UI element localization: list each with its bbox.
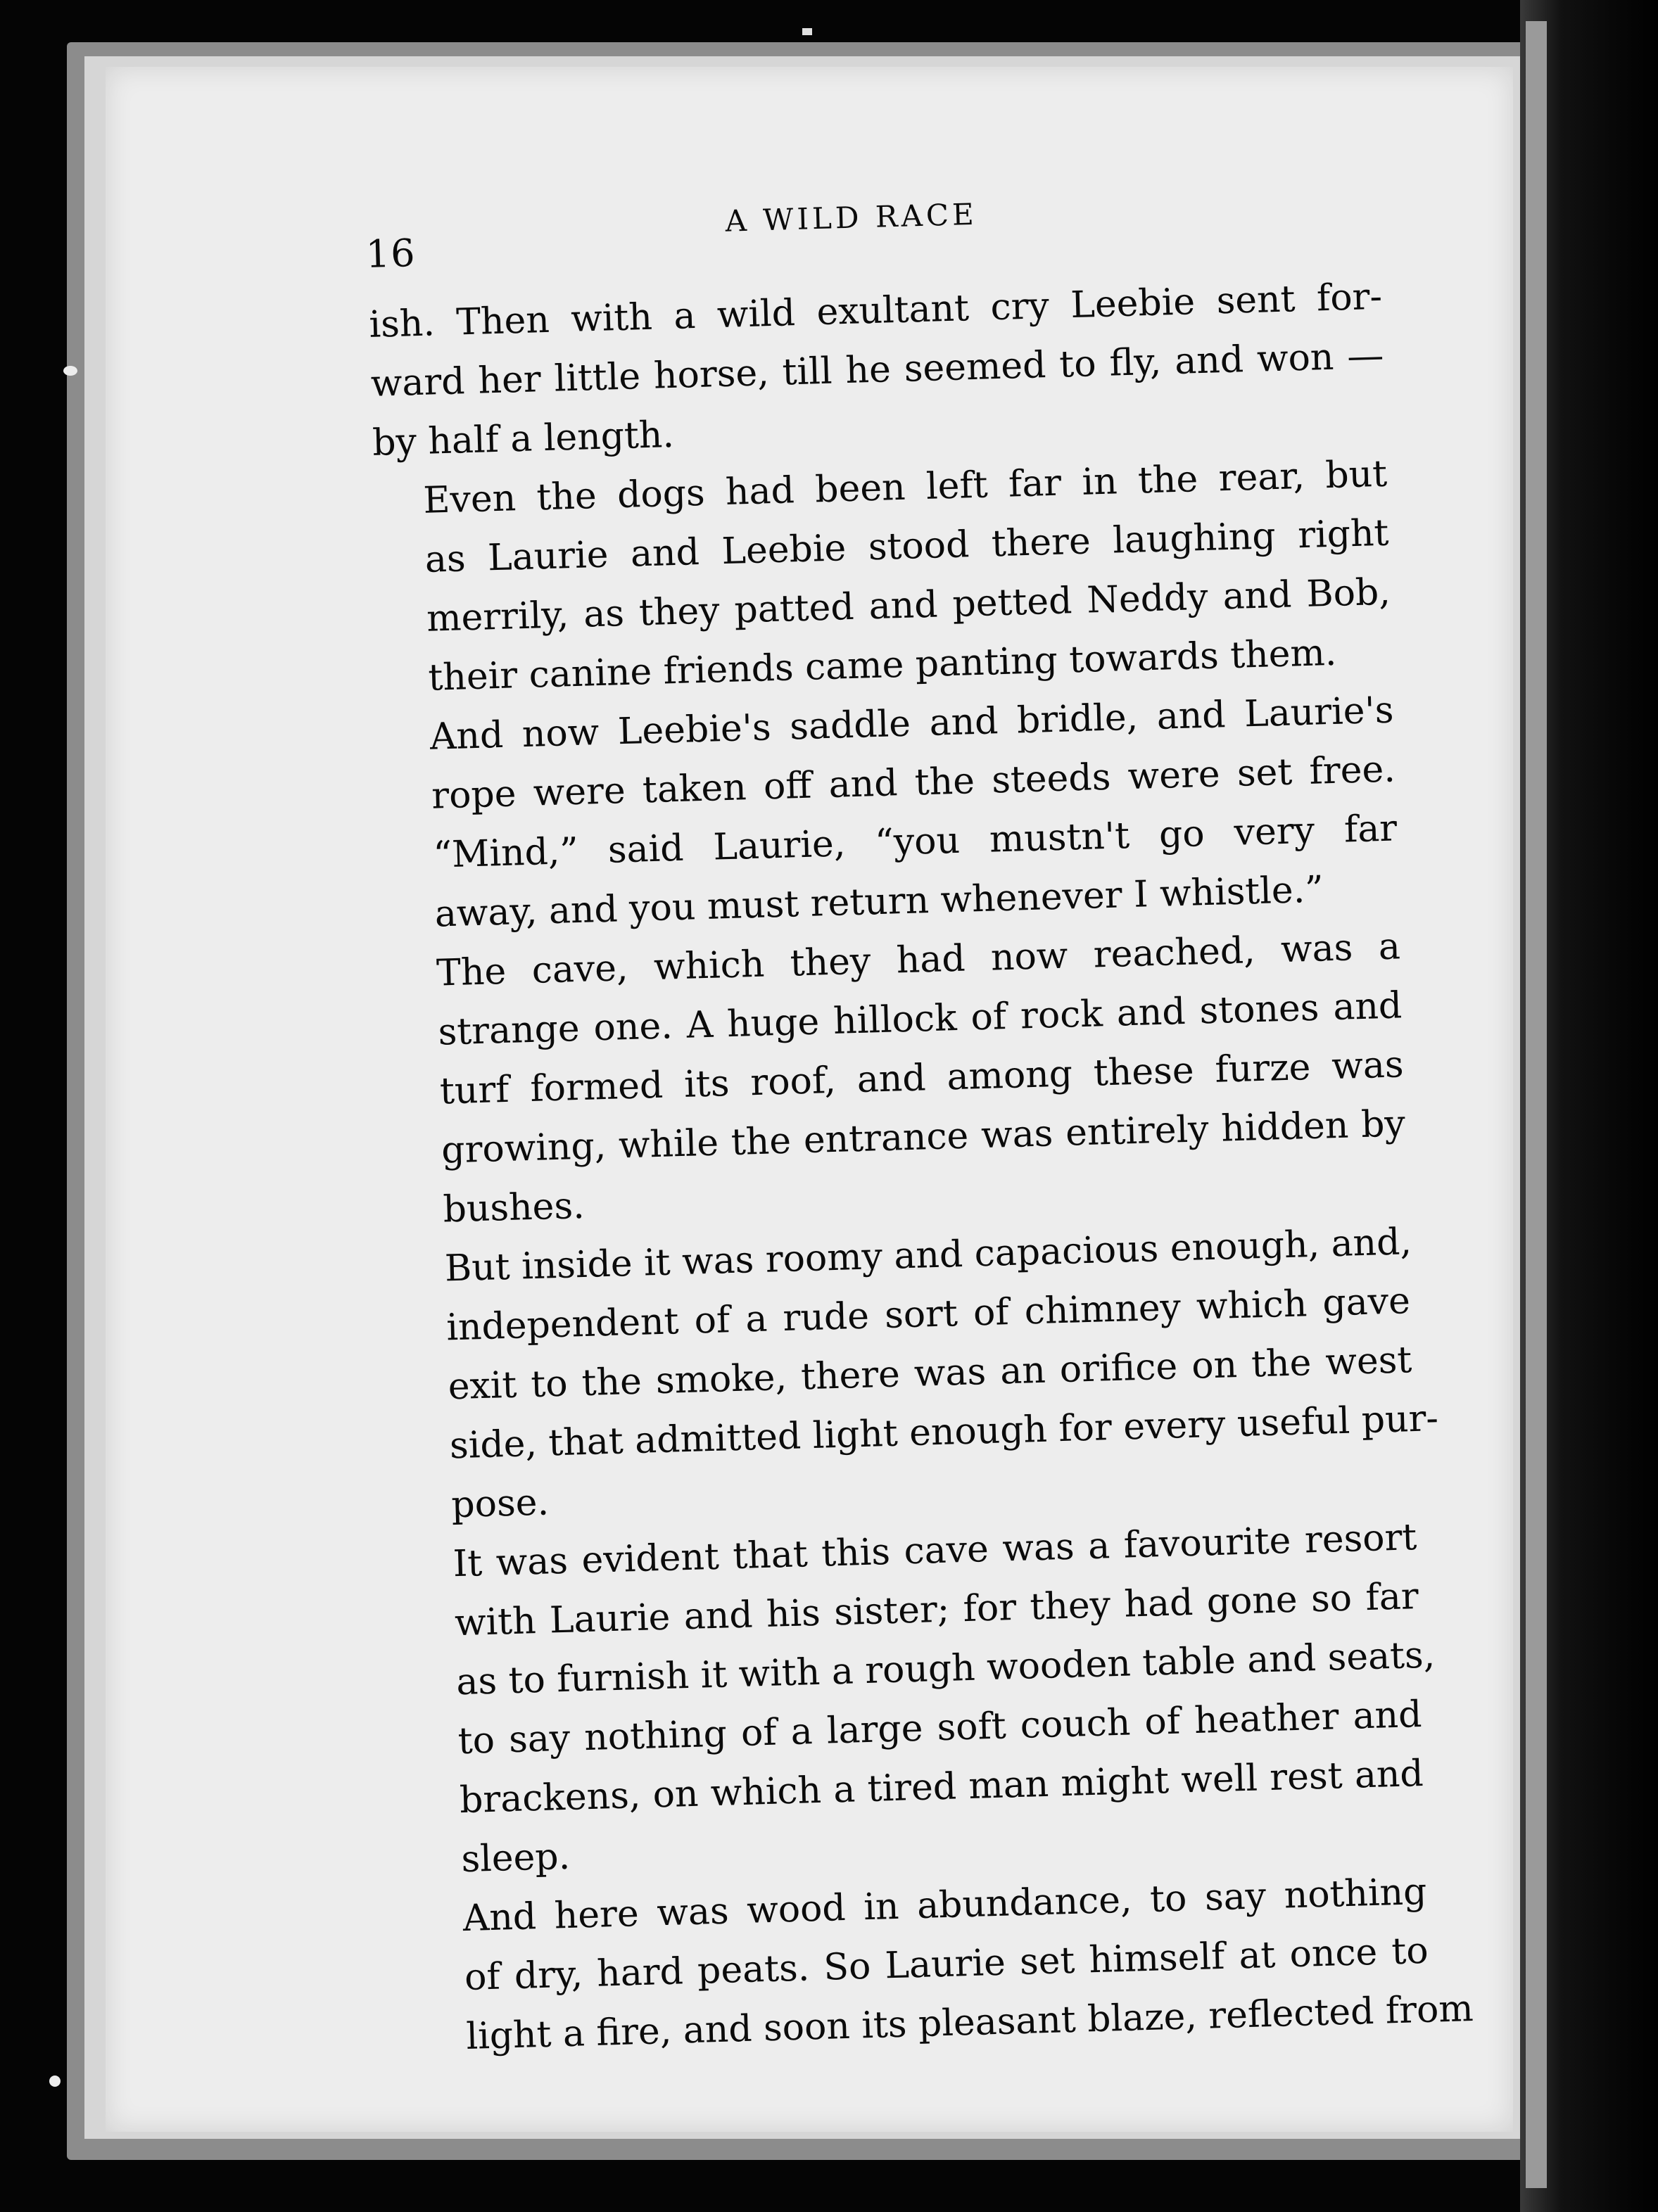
- text-line: strange one. A huge hillock of rock and stones and: [437, 984, 1403, 1054]
- text-line: light a fire, and soon its pleasant blaze, reflected from: [465, 1988, 1474, 2059]
- text-line: as to furnish it with a rough wooden table and seats,: [455, 1634, 1436, 1704]
- text-line: brackens, on which a tired man might well rest and: [459, 1752, 1424, 1822]
- text-line: exit to the smoke, there was an orifice on the west: [447, 1339, 1413, 1409]
- text-line: away, and you must return whenever I whistle.”: [434, 868, 1324, 936]
- text-line: growing, while the entrance was entirely hidden by: [441, 1102, 1406, 1172]
- paragraph: [368, 267, 1386, 473]
- running-head-title: A WILD RACE: [724, 196, 978, 239]
- text-line: sleep.: [460, 1835, 571, 1881]
- text-line: turf formed its roof, and among these furze was: [439, 1043, 1405, 1113]
- text-line: merrily, as they patted and petted Neddy and Bob,: [426, 571, 1391, 640]
- text-line: ish. Then with a wild exultant cry Leebie sent for-: [368, 275, 1383, 346]
- text-line: Even the dogs had been left far in the rear, but: [422, 452, 1388, 522]
- paragraph: [373, 445, 1393, 709]
- text-line: pose.: [450, 1481, 550, 1527]
- scan-mark: [802, 28, 812, 35]
- text-line: by half a length.: [372, 413, 675, 464]
- text-line: And here was wood in abundance, to say nothing: [462, 1870, 1428, 1940]
- text-line: of dry, hard peats. So Laurie set himself at once to: [464, 1929, 1429, 2000]
- paragraph: [413, 1862, 1474, 2068]
- scan-speck: [63, 366, 77, 376]
- text-line: “Mind,” said Laurie, “you mustn't go very far: [432, 807, 1398, 877]
- text-line: with Laurie and his sister; for they had gone so far: [454, 1575, 1419, 1645]
- binding-edge: [1526, 21, 1547, 2188]
- text-line: ward her little horse, till he seemed to fly, and won —: [370, 334, 1385, 405]
- text-line: bushes.: [442, 1184, 586, 1231]
- paragraph: [380, 681, 1400, 946]
- text-line: But inside it was roomy and capacious enough, and,: [444, 1221, 1412, 1290]
- text-line: It was evident that this cave was a favourite resort: [452, 1516, 1418, 1586]
- text-line: as Laurie and Leebie stood there laughing right: [424, 511, 1390, 581]
- scan-speck: [49, 2076, 61, 2087]
- text-line: side, that admitted light enough for every useful pur-: [449, 1397, 1439, 1468]
- paragraph: [386, 917, 1407, 1240]
- text-line: rope were taken off and the steeds were set free.: [431, 748, 1396, 818]
- page-text: [365, 183, 1474, 2068]
- text-line: their canine friends came panting towards them.: [427, 631, 1338, 699]
- page-number: 16: [365, 231, 417, 277]
- text-line: independent of a rude sort of chimney which gave: [445, 1280, 1411, 1349]
- paragraph: [403, 1508, 1436, 1890]
- text-line: to say nothing of a large soft couch of heather and: [457, 1693, 1423, 1763]
- text-line: The cave, which they had now reached, was a: [436, 925, 1401, 995]
- text-line: And now Leebie's saddle and bridle, and Laurie's: [429, 689, 1395, 758]
- body-text: [368, 267, 1474, 2068]
- paragraph: [395, 1212, 1439, 1536]
